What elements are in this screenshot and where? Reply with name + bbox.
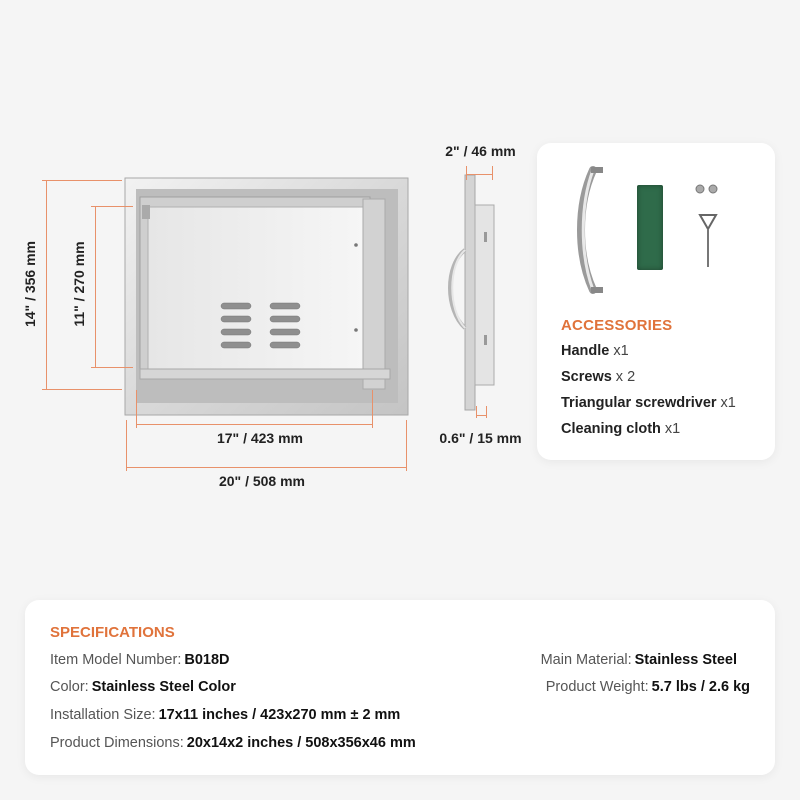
dim-tick: [42, 180, 122, 181]
accessory-qty: x 2: [615, 369, 636, 385]
dim-label-width-outer: 20" / 508 mm: [218, 473, 306, 489]
accessory-item-handle: [561, 343, 629, 359]
spec-label: Product Weight:: [545, 679, 649, 695]
dim-line-width-outer: [126, 467, 407, 468]
dim-line-thickness: [476, 415, 486, 416]
dim-tick: [466, 166, 467, 180]
door-front-illustration: [118, 175, 418, 420]
spec-label: Color:: [50, 679, 89, 695]
spec-value: Stainless Steel: [634, 652, 737, 668]
spec-value: B018D: [184, 652, 230, 668]
dim-tick: [406, 420, 407, 471]
spec-label: Product Dimensions:: [50, 735, 184, 751]
dim-tick: [136, 390, 137, 428]
triangular-screwdriver-icon: [695, 211, 721, 271]
dim-line-width-inner: [136, 424, 373, 425]
dim-line-depth: [466, 174, 493, 175]
spec-value: Stainless Steel Color: [91, 679, 236, 695]
accessory-name: Triangular screwdriver: [561, 395, 717, 411]
dim-label-height-outer: 14" / 356 mm: [22, 240, 38, 328]
dim-tick: [91, 206, 133, 207]
accessory-qty: x1: [664, 421, 681, 437]
spec-label: Item Model Number:: [50, 652, 182, 668]
spec-product-weight: [546, 679, 750, 695]
dim-tick: [476, 406, 477, 418]
dim-label-width-inner: 17" / 423 mm: [216, 430, 304, 446]
handle-icon: [575, 165, 615, 295]
spec-item-model-number: [50, 652, 230, 668]
screws-icon: [694, 183, 720, 195]
specifications-title: SPECIFICATIONS: [50, 624, 175, 641]
dim-label-height-inner: 11" / 270 mm: [71, 241, 87, 327]
dim-tick: [42, 389, 122, 390]
accessory-item-screws: [561, 369, 635, 385]
accessory-qty: x1: [613, 343, 629, 359]
spec-value: 20x14x2 inches / 508x356x46 mm: [186, 735, 416, 751]
spec-label: Installation Size:: [50, 707, 156, 723]
cleaning-cloth-icon: [637, 185, 663, 270]
spec-main-material: [541, 652, 737, 668]
specifications-card: [25, 600, 775, 775]
accessories-card: [537, 143, 775, 460]
dim-label-depth: 2" / 46 mm: [445, 143, 516, 159]
dim-tick: [126, 420, 127, 471]
dim-line-height-inner: [95, 206, 96, 368]
dim-tick: [486, 406, 487, 418]
spec-value: 17x11 inches / 423x270 mm ± 2 mm: [158, 707, 401, 723]
accessory-item-screwdriver: [561, 395, 736, 411]
accessory-item-cleaning-cloth: [561, 421, 680, 437]
spec-value: 5.7 lbs / 2.6 kg: [651, 679, 750, 695]
spec-color: [50, 679, 236, 695]
door-side-illustration: [440, 170, 510, 420]
accessories-title: ACCESSORIES: [561, 317, 673, 334]
dim-tick: [91, 367, 133, 368]
dim-tick: [372, 390, 373, 428]
spec-installation-size: [50, 707, 400, 723]
spec-product-dimensions: [50, 735, 416, 751]
spec-label: Main Material:: [540, 652, 632, 668]
accessory-name: Handle: [561, 343, 610, 359]
accessory-name: Screws: [561, 369, 612, 385]
accessory-name: Cleaning cloth: [561, 421, 661, 437]
accessory-qty: x1: [720, 395, 736, 411]
dim-label-thickness: 0.6" / 15 mm: [439, 430, 522, 446]
dim-tick: [492, 166, 493, 180]
dim-line-height-outer: [46, 180, 47, 390]
